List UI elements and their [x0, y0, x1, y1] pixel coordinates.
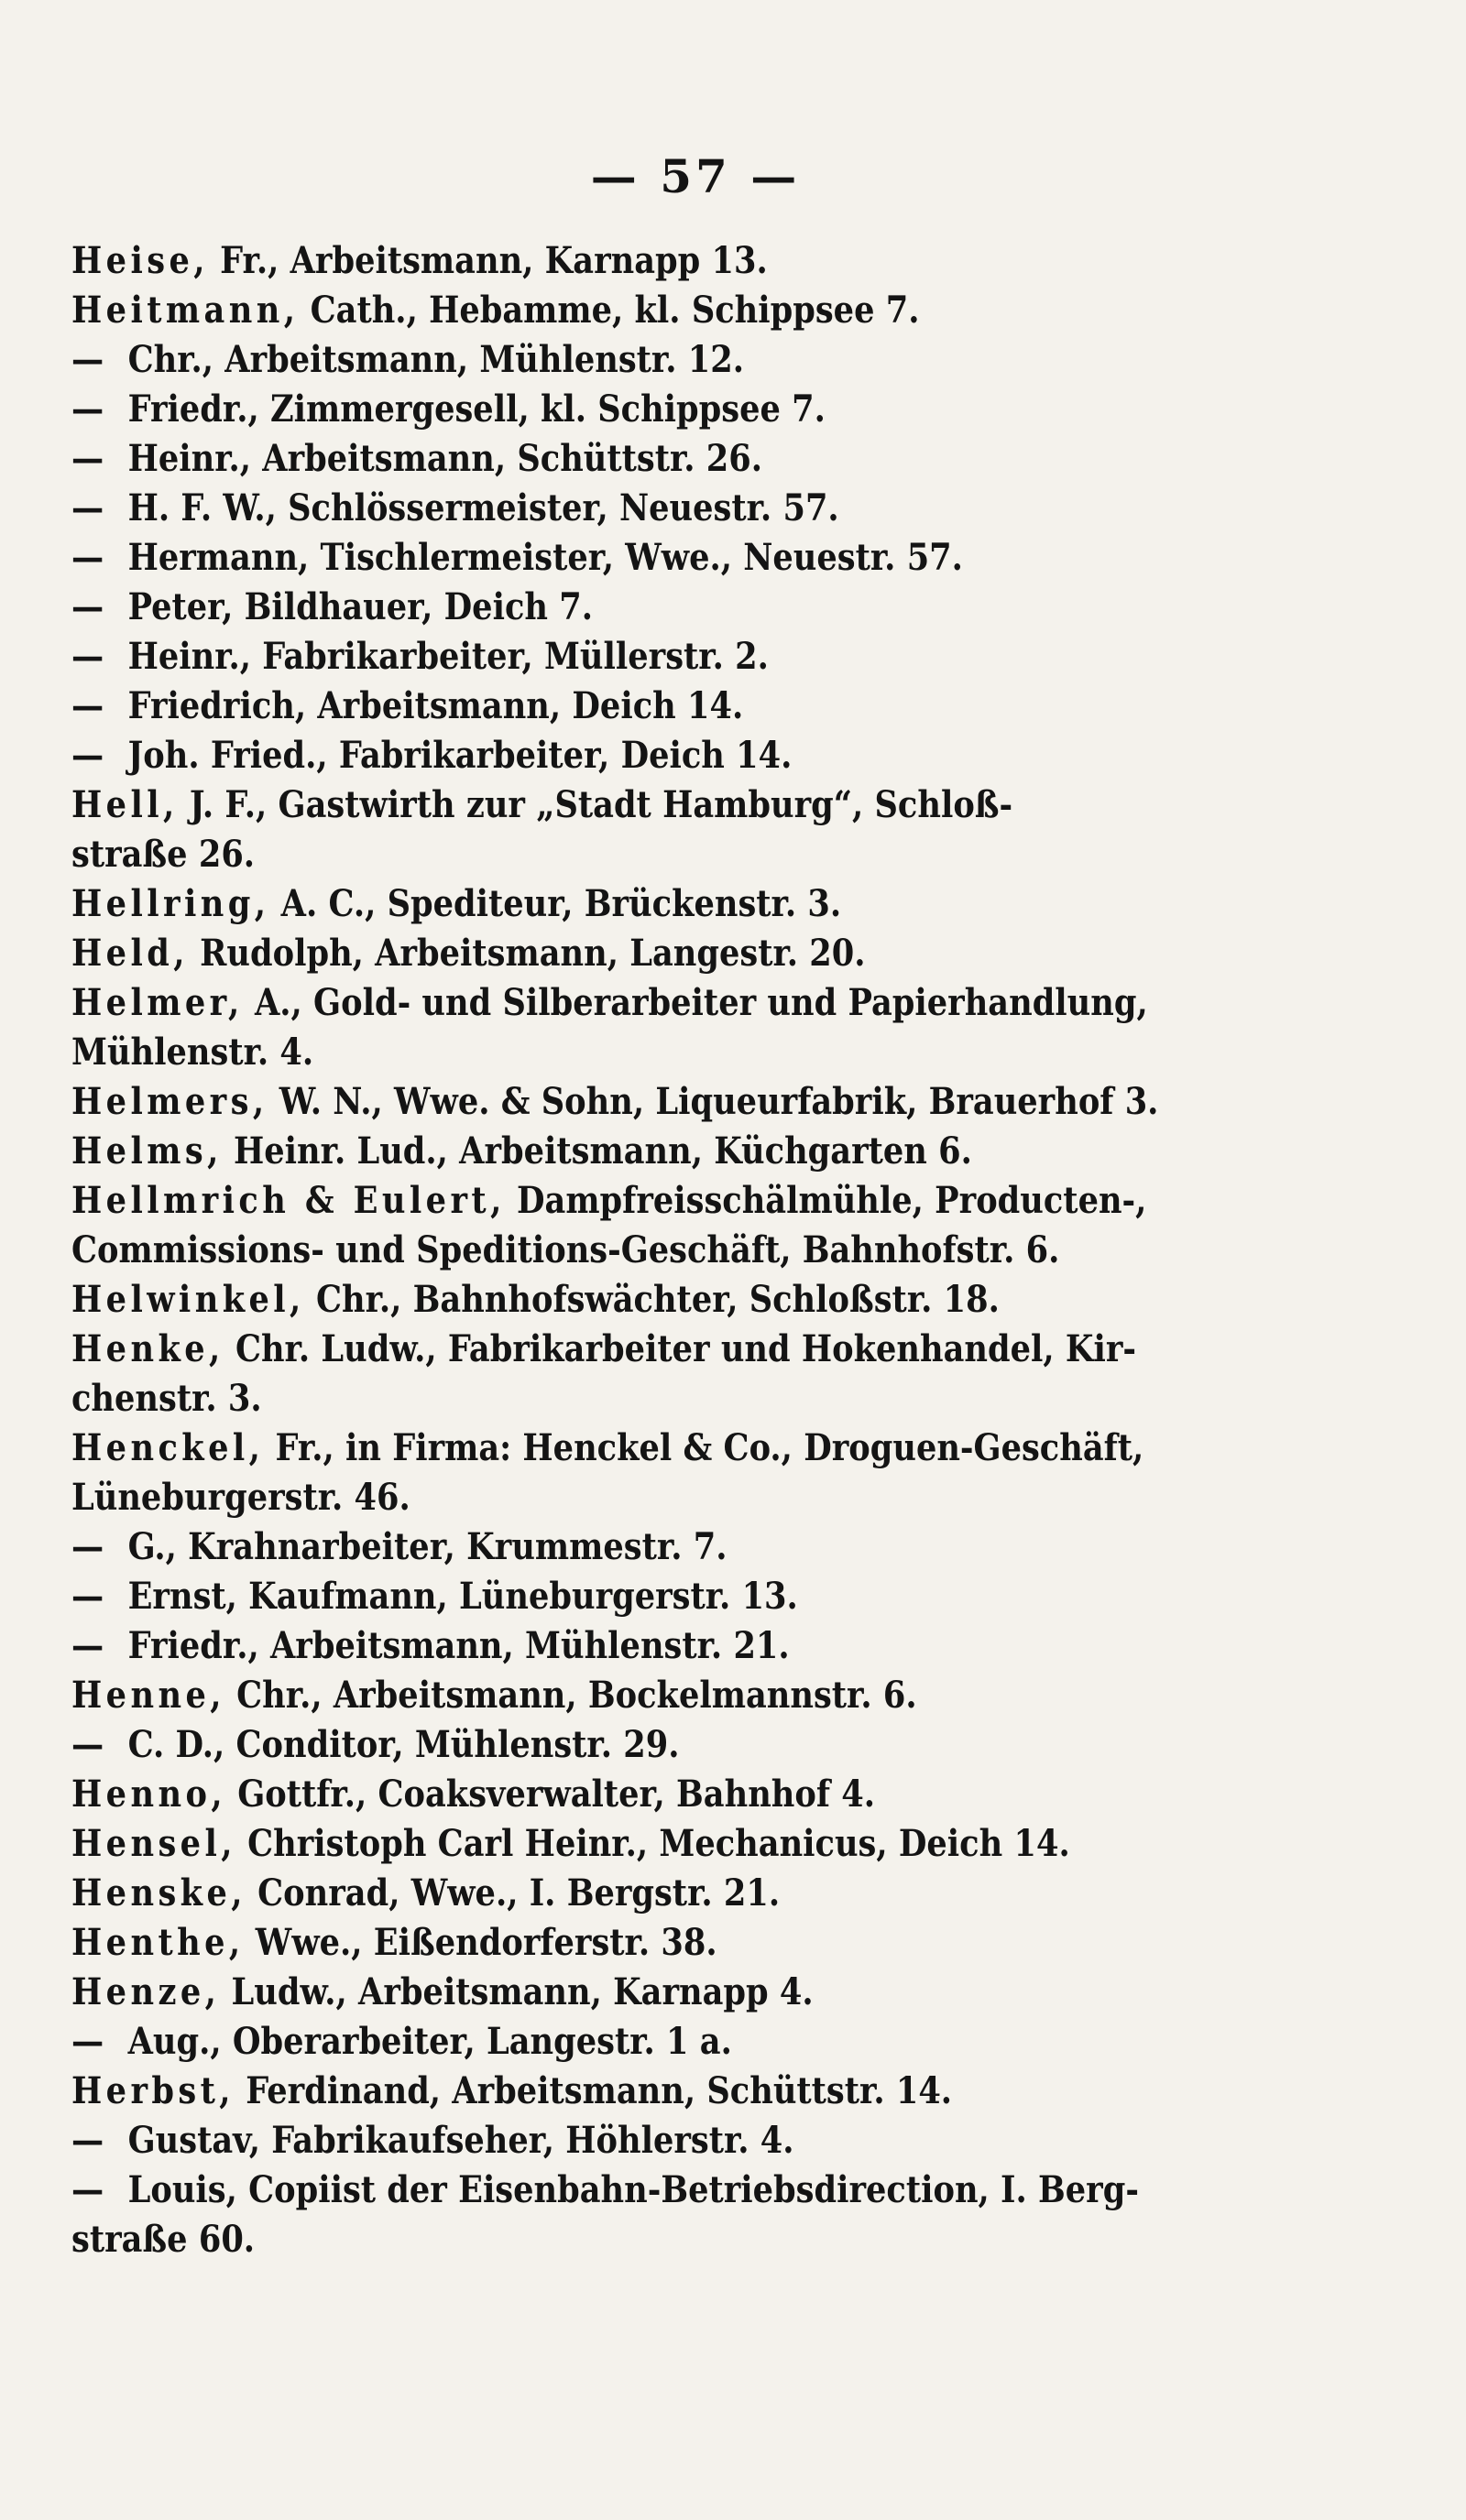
entry-details: Gottfr., Coaksverwalter, Bahnhof 4. — [225, 1773, 876, 1816]
directory-entry — [71, 1325, 1362, 1374]
entry-surname: Hellring, — [71, 882, 270, 925]
ditto-dash: — — [71, 338, 104, 381]
entry-details: H. F. W., Schlössermeister, Neuestr. 57. — [127, 486, 839, 529]
entry-details: Ferdinand, Arbeitsmann, Schüttstr. 14. — [234, 2069, 953, 2112]
directory-entry — [71, 1077, 1362, 1127]
entry-details: Friedr., Arbeitsmann, Mühlenstr. 21. — [127, 1624, 790, 1667]
entry-details: Gustav, Fabrikaufseher, Höhlerstr. 4. — [127, 2119, 794, 2162]
entry-surname: Henne, — [71, 1674, 225, 1717]
entry-surname: Helms, — [71, 1129, 223, 1173]
entry-continuation: Lüneburgerstr. 46. — [71, 1476, 410, 1519]
entry-details: Peter, Bildhauer, Deich 7. — [127, 585, 593, 628]
entry-surname: Held, — [71, 932, 189, 975]
directory-entry — [71, 2017, 1362, 2067]
entry-details: Aug., Oberarbeiter, Langestr. 1 a. — [127, 2020, 732, 2063]
entry-details: A. C., Spediteur, Brückenstr. 3. — [269, 882, 842, 925]
entry-surname: Helmers, — [71, 1080, 268, 1123]
entry-details: Chr., Arbeitsmann, Bockelmannstr. 6. — [224, 1674, 917, 1717]
entry-surname: Henze, — [71, 1970, 221, 2013]
directory-entry — [71, 1275, 1362, 1325]
entry-details: Chr. Ludw., Fabrikarbeiter und Hokenhandel, Kir- — [224, 1327, 1137, 1370]
ditto-dash: — — [71, 734, 104, 777]
entry-details: Christoph Carl Heinr., Mechanicus, Deich 14. — [235, 1822, 1070, 1865]
entry-details: Heinr. Lud., Arbeitsmann, Küchgarten 6. — [222, 1129, 972, 1173]
entry-details: Heinr., Arbeitsmann, Schüttstr. 26. — [127, 437, 763, 480]
directory-entry — [71, 2116, 1362, 2165]
directory-entry — [71, 731, 1362, 780]
entry-surname: Helwinkel, — [71, 1278, 305, 1321]
entry-surname: Henske, — [71, 1871, 246, 1915]
entry-list — [71, 236, 1356, 2264]
directory-entry — [71, 929, 1362, 978]
directory-entry — [71, 1572, 1362, 1621]
directory-entry — [71, 1770, 1362, 1819]
directory-entry — [71, 1424, 1362, 1473]
ditto-dash: — — [71, 585, 104, 628]
entry-surname: Hellmrich & Eulert, — [71, 1179, 506, 1222]
directory-entry — [71, 236, 1362, 286]
directory-entry — [71, 1522, 1362, 1572]
directory-entry — [71, 583, 1362, 632]
entry-details: Joh. Fried., Fabrikarbeiter, Deich 14. — [127, 734, 793, 777]
directory-entry — [71, 1869, 1362, 1918]
entry-details: Louis, Copiist der Eisenbahn-Betriebsdirection, I. Berg- — [127, 2168, 1139, 2211]
entry-continuation: Mühlenstr. 4. — [71, 1031, 314, 1074]
directory-entry — [71, 780, 1362, 830]
directory-entry — [71, 1918, 1362, 1968]
entry-surname: Henthe, — [71, 1921, 245, 1964]
entry-surname: Hell, — [71, 783, 179, 826]
entry-details: Conrad, Wwe., I. Bergstr. 21. — [246, 1871, 781, 1915]
directory-entry — [71, 286, 1362, 335]
entry-details: Dampfreisschälmühle, Producten-, — [505, 1179, 1147, 1222]
ditto-dash: — — [71, 2168, 104, 2211]
directory-entry — [71, 1127, 1362, 1176]
entry-surname: Heise, — [71, 239, 209, 282]
entry-details: C. D., Conditor, Mühlenstr. 29. — [127, 1723, 680, 1766]
entry-continuation: straße 60. — [71, 2218, 256, 2261]
ditto-dash: — — [71, 1723, 104, 1766]
directory-entry — [71, 2165, 1362, 2215]
directory-entry — [71, 1720, 1362, 1770]
directory-entry — [71, 385, 1362, 434]
ditto-dash: — — [71, 1525, 104, 1568]
entry-details: Ludw., Arbeitsmann, Karnapp 4. — [220, 1970, 814, 2013]
ditto-dash: — — [71, 2020, 104, 2063]
entry-details: Heinr., Fabrikarbeiter, Müllerstr. 2. — [127, 635, 769, 678]
entry-surname: Helmer, — [71, 981, 244, 1024]
directory-entry — [71, 434, 1362, 484]
directory-entry — [71, 682, 1362, 731]
entry-details: Chr., Bahnhofswächter, Schloßstr. 18. — [304, 1278, 1000, 1321]
ditto-dash: — — [71, 1624, 104, 1667]
ditto-dash: — — [71, 684, 104, 727]
entry-details: J. F., Gastwirth zur „Stadt Hamburg“, Schloß- — [178, 783, 1013, 826]
entry-details: Rudolph, Arbeitsmann, Langestr. 20. — [188, 932, 866, 975]
ditto-dash: — — [71, 635, 104, 678]
entry-details: Chr., Arbeitsmann, Mühlenstr. 12. — [127, 338, 745, 381]
directory-entry — [71, 1621, 1362, 1671]
entry-details: Friedr., Zimmergesell, kl. Schippsee 7. — [127, 387, 826, 431]
entry-surname: Hensel, — [71, 1822, 236, 1865]
ditto-dash: — — [71, 1575, 104, 1618]
entry-details: Hermann, Tischlermeister, Wwe., Neuestr. 57. — [127, 536, 963, 579]
directory-entry — [71, 484, 1362, 533]
directory-entry — [71, 335, 1362, 385]
directory-entry — [71, 632, 1362, 682]
ditto-dash: — — [71, 437, 104, 480]
directory-entry — [71, 533, 1362, 583]
entry-surname: Heitmann, — [71, 289, 300, 332]
directory-entry — [71, 1671, 1362, 1720]
ditto-dash: — — [71, 536, 104, 579]
entry-details: G., Krahnarbeiter, Krummestr. 7. — [127, 1525, 728, 1568]
entry-details: A., Gold- und Silberarbeiter und Papierhandlung, — [243, 981, 1148, 1024]
entry-surname: Herbst, — [71, 2069, 235, 2112]
directory-entry — [71, 1968, 1362, 2017]
entry-details: Wwe., Eißendorferstr. 38. — [244, 1921, 717, 1964]
ditto-dash: — — [71, 387, 104, 431]
entry-surname: Henckel, — [71, 1426, 265, 1469]
entry-details: Cath., Hebamme, kl. Schippsee 7. — [299, 289, 920, 332]
directory-entry — [71, 978, 1362, 1028]
directory-entry — [71, 1819, 1362, 1869]
directory-entry — [71, 879, 1362, 929]
directory-entry — [71, 2067, 1362, 2116]
entry-details: Fr., in Firma: Henckel & Co., Droguen-Geschäft, — [264, 1426, 1144, 1469]
entry-surname: Henno, — [71, 1773, 226, 1816]
ditto-dash: — — [71, 486, 104, 529]
entry-details: W. N., Wwe. & Sohn, Liqueurfabrik, Brauerhof 3. — [268, 1080, 1159, 1123]
ditto-dash: — — [71, 2119, 104, 2162]
entry-details: Friedrich, Arbeitsmann, Deich 14. — [127, 684, 744, 727]
page-number: — 57 — — [590, 149, 801, 203]
entry-continuation: straße 26. — [71, 833, 256, 876]
entry-details: Fr., Arbeitsmann, Karnapp 13. — [208, 239, 768, 282]
entry-continuation: chenstr. 3. — [71, 1377, 262, 1420]
entry-continuation: Commissions- und Speditions-Geschäft, Bahnhofstr. 6. — [71, 1228, 1060, 1271]
directory-entry — [71, 1176, 1362, 1226]
entry-surname: Henke, — [71, 1327, 224, 1370]
entry-details: Ernst, Kaufmann, Lüneburgerstr. 13. — [127, 1575, 798, 1618]
